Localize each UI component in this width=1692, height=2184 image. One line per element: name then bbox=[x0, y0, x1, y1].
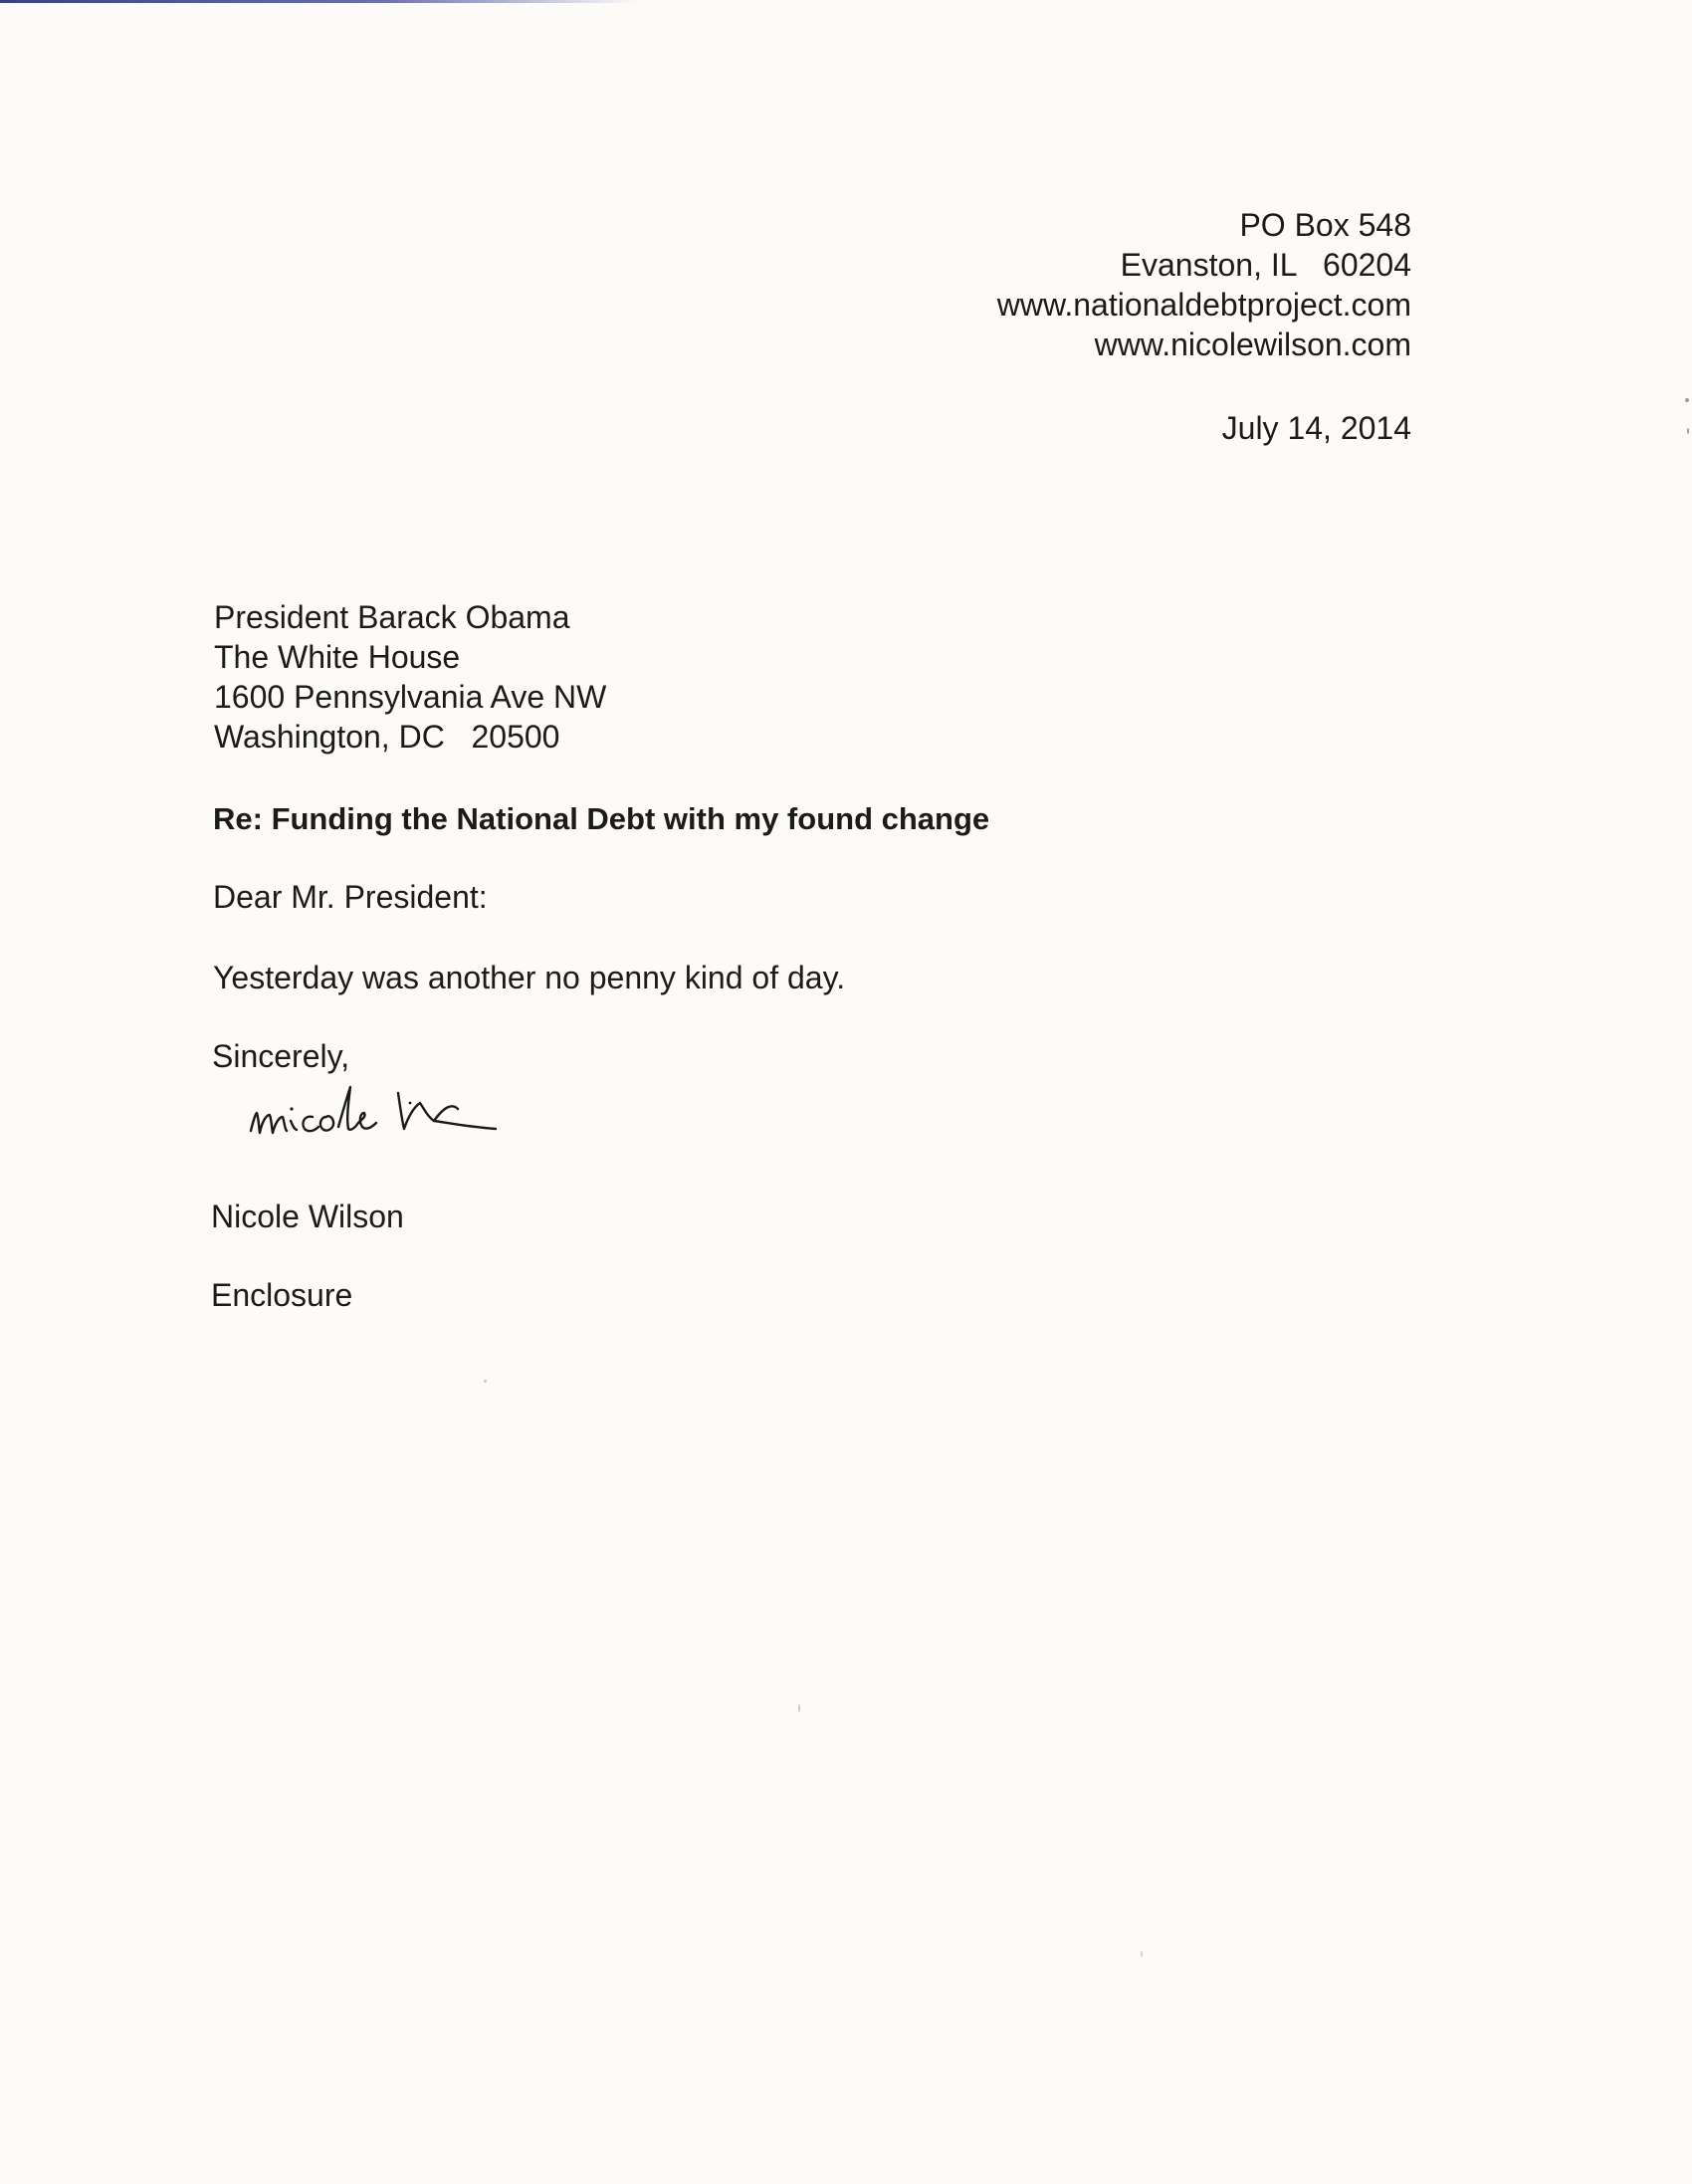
letter-body: Yesterday was another no penny kind of day. bbox=[213, 960, 846, 995]
closing: Sincerely, bbox=[212, 1038, 350, 1074]
salutation: Dear Mr. President: bbox=[213, 879, 488, 915]
signer-name: Nicole Wilson bbox=[211, 1199, 404, 1234]
letter-date: July 14, 2014 bbox=[1221, 410, 1411, 446]
scan-speck bbox=[1141, 1951, 1143, 1957]
scan-speck bbox=[1685, 398, 1689, 402]
sender-address-line1: PO Box 548 bbox=[1239, 207, 1411, 243]
recipient-organization: The White House bbox=[214, 639, 461, 675]
sender-website-1: www.nationaldebtproject.com bbox=[996, 287, 1411, 323]
sender-address-block bbox=[997, 205, 1411, 364]
enclosure-note: Enclosure bbox=[211, 1277, 353, 1313]
subject-line: Re: Funding the National Debt with my found change bbox=[213, 801, 990, 836]
handwritten-signature bbox=[239, 1073, 597, 1163]
sender-website-2: www.nicolewilson.com bbox=[1094, 327, 1411, 362]
scan-speck bbox=[798, 1704, 800, 1712]
recipient-street: 1600 Pennsylvania Ave NW bbox=[214, 679, 607, 715]
recipient-address-block bbox=[214, 597, 606, 757]
sender-address-line2: Evanston, IL 60204 bbox=[1120, 247, 1411, 283]
scan-edge-mark bbox=[0, 0, 637, 3]
scan-speck bbox=[1687, 428, 1689, 434]
scan-speck bbox=[484, 1380, 487, 1383]
recipient-name: President Barack Obama bbox=[214, 599, 570, 635]
recipient-city-state-zip: Washington, DC 20500 bbox=[214, 719, 560, 755]
